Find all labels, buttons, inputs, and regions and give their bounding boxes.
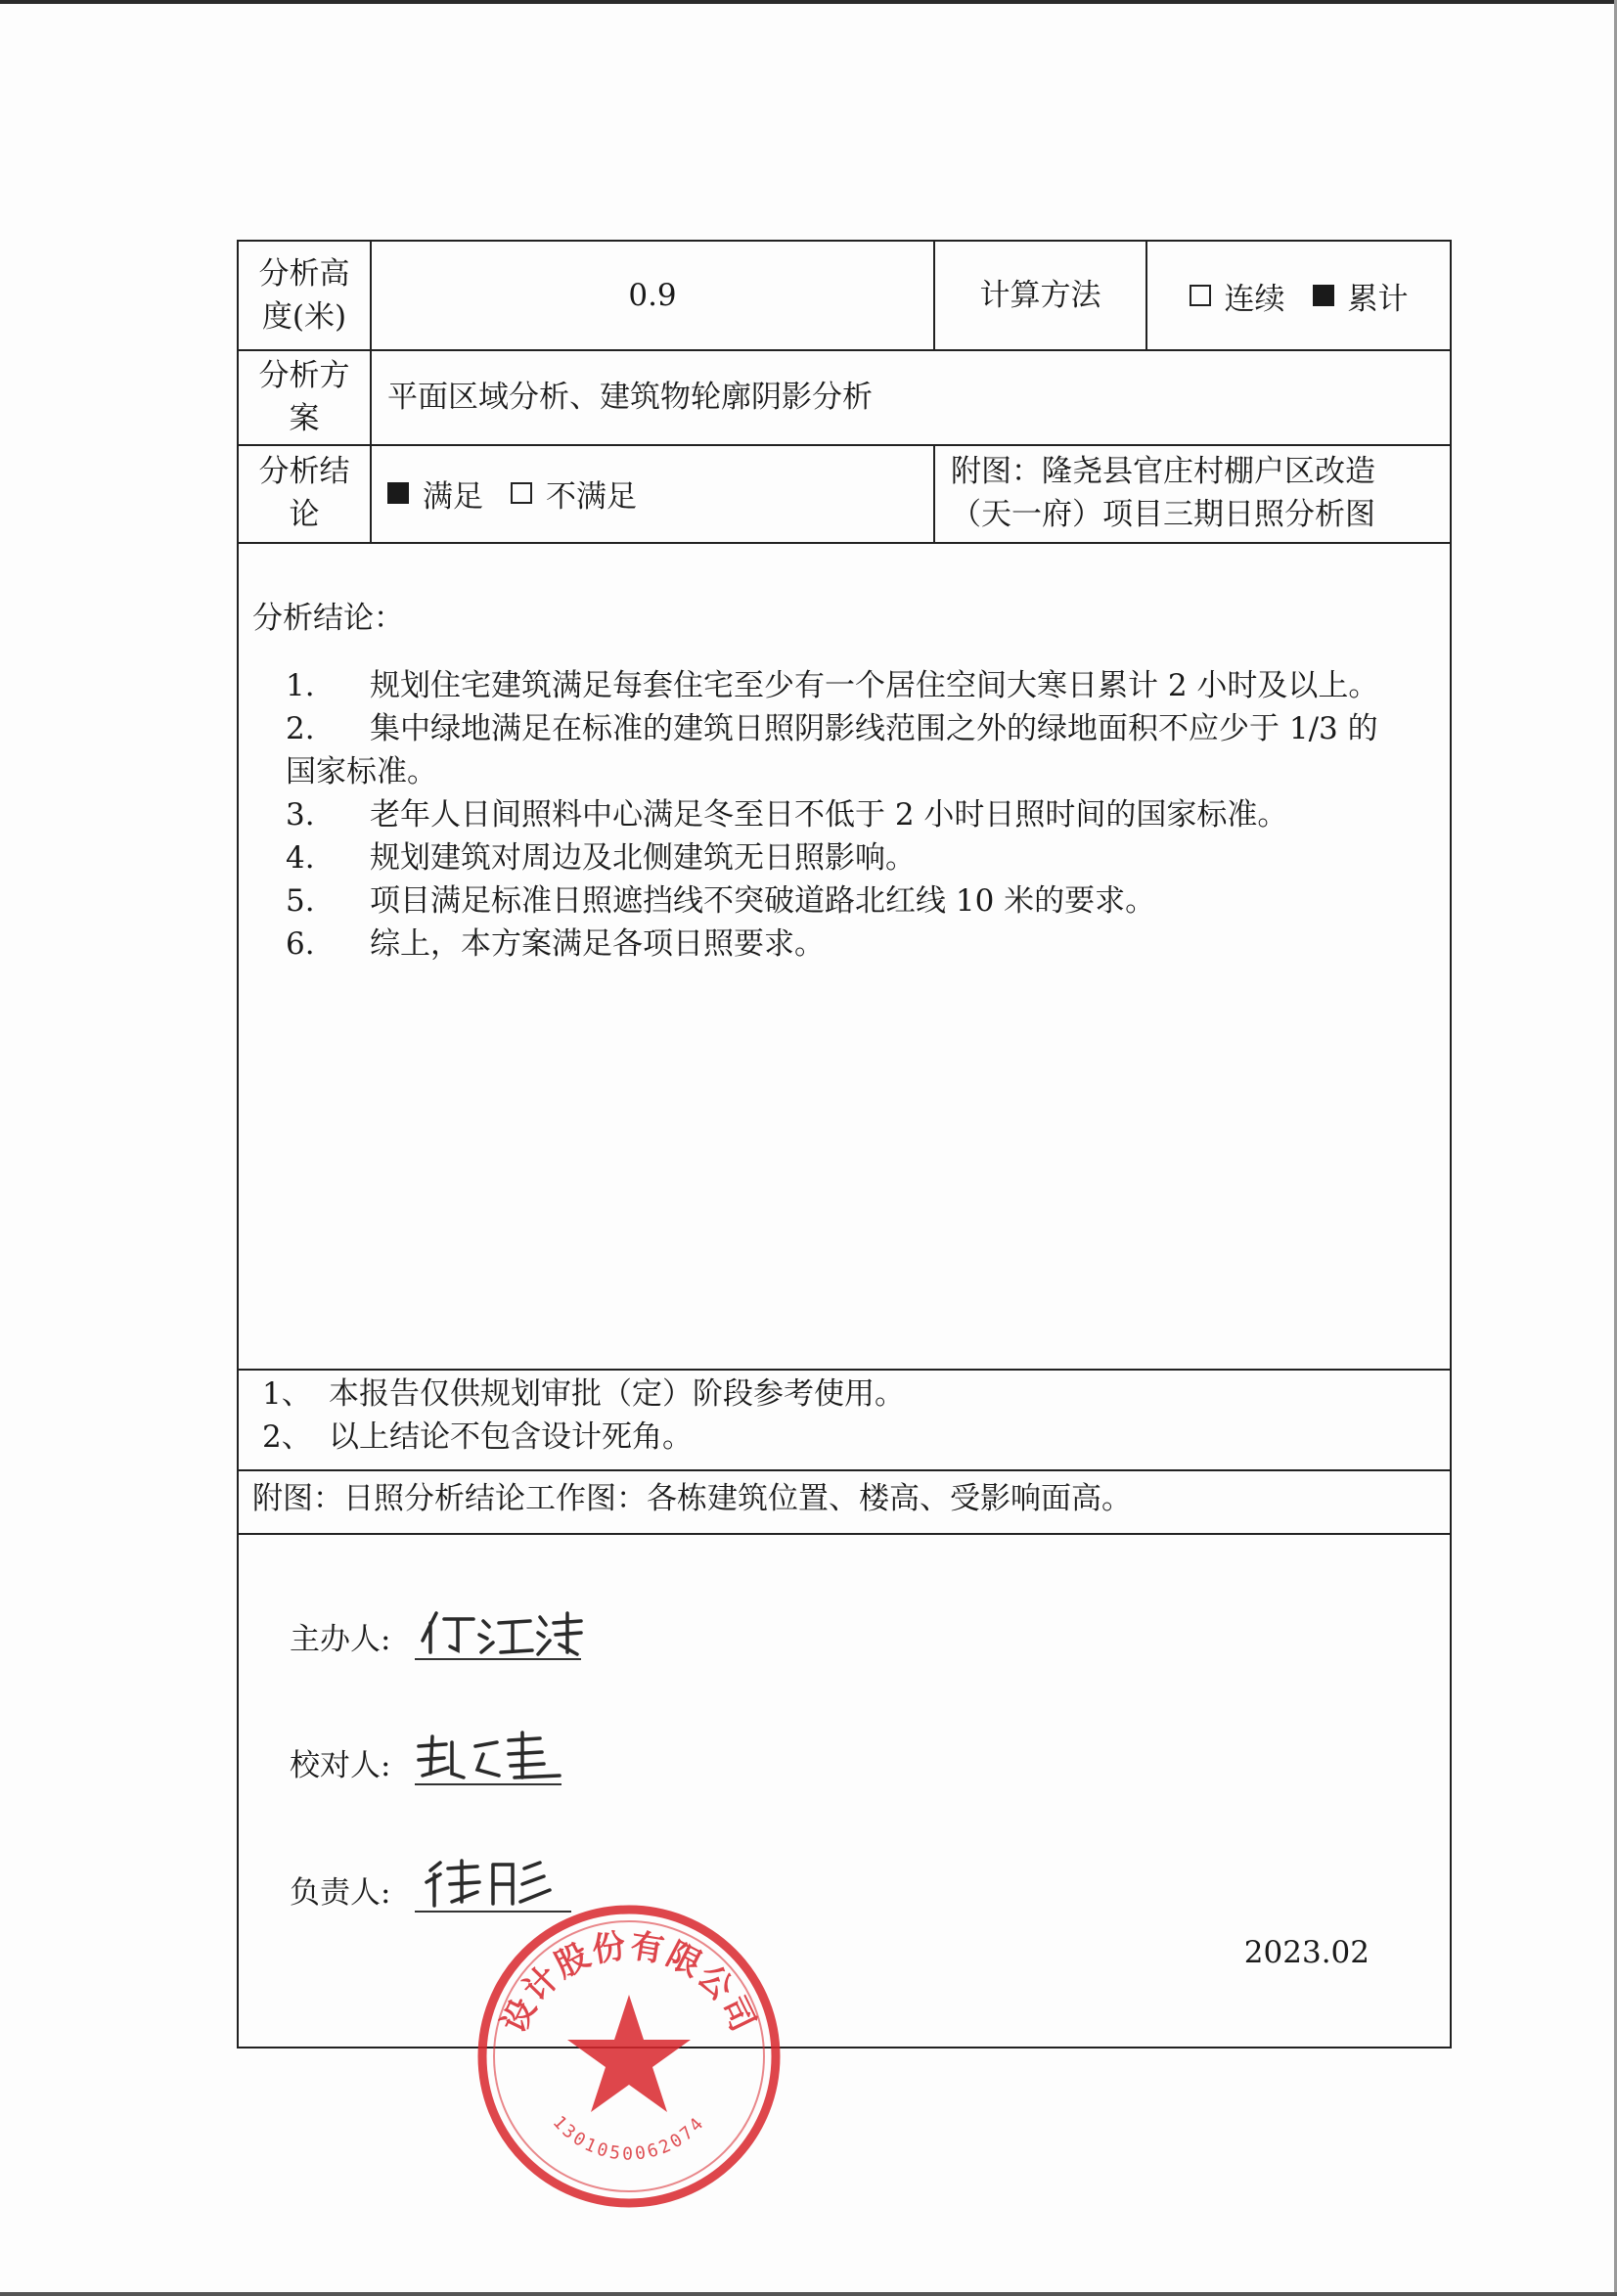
- list-item: [286, 664, 1411, 707]
- result-options-cell: [372, 444, 935, 542]
- item-text-continued: 国家标准。: [286, 754, 437, 789]
- item-text: 集中绿地满足在标准的建筑日照阴影线范围之外的绿地面积不应少于 1/3 的: [370, 711, 1378, 746]
- item-number: 2.: [286, 711, 315, 746]
- attachment-note-section: [239, 1469, 1450, 1535]
- svg-text:1301050062074: 1301050062074: [548, 2112, 710, 2165]
- method-option-cumulative[interactable]: [1313, 274, 1409, 318]
- checker-label: 校对人:: [290, 1748, 391, 1783]
- notes-section: [239, 1369, 1450, 1471]
- list-item: [286, 793, 1411, 836]
- result-label: 分析结论: [258, 454, 350, 532]
- result-label-cell: [239, 444, 372, 542]
- conclusion-list: [286, 664, 1411, 966]
- host-label: 主办人:: [290, 1622, 391, 1657]
- item-number: 4.: [286, 840, 315, 876]
- scheme-value: 平面区域分析、建筑物轮廓阴影分析: [387, 379, 873, 415]
- height-label: 分析高度(米): [258, 256, 350, 335]
- method-option-continuous[interactable]: [1190, 274, 1285, 318]
- method-label: 计算方法: [979, 278, 1101, 313]
- checkbox-filled-icon: [1313, 285, 1334, 306]
- list-item: [286, 879, 1411, 923]
- list-item: [286, 923, 1411, 966]
- result-option-not-satisfied[interactable]: [511, 472, 637, 516]
- notes-list: [262, 1373, 905, 1459]
- height-value: 0.9: [628, 278, 677, 313]
- height-label-cell: [239, 242, 372, 349]
- page-top-edge: [0, 0, 1617, 4]
- scheme-label-cell: [239, 349, 372, 444]
- result-option-satisfied[interactable]: [387, 472, 483, 516]
- host-signature: [415, 1601, 591, 1660]
- seal-star-icon: [567, 1995, 691, 2112]
- item-text: 规划住宅建筑满足每套住宅至少有一个居住空间大寒日累计 2 小时及以上。: [370, 668, 1379, 703]
- row-scheme: [239, 349, 1450, 446]
- attachment-line-1: 附图：隆尧县官庄村棚户区改造: [951, 454, 1375, 489]
- result-option-label: 不满足: [546, 478, 637, 515]
- item-number: 5.: [286, 883, 315, 919]
- item-text-wrap: [286, 707, 1411, 793]
- attachment-note: 附图：日照分析结论工作图：各栋建筑位置、楼高、受影响面高。: [252, 1481, 1132, 1516]
- item-text: 老年人日间照料中心满足冬至日不低于 2 小时日照时间的国家标准。: [370, 797, 1288, 833]
- list-item: [262, 1416, 905, 1459]
- checkbox-empty-icon: [1190, 285, 1211, 306]
- height-value-cell: [372, 242, 935, 349]
- page-bottom-edge: [0, 2292, 1617, 2296]
- method-option-label: 连续: [1224, 281, 1285, 317]
- item-number: 6.: [286, 926, 315, 962]
- method-options-cell: [1147, 242, 1450, 349]
- conclusion-section: [239, 542, 1450, 1371]
- item-number: 3.: [286, 797, 315, 833]
- checkbox-empty-icon: [511, 482, 532, 504]
- report-date: 2023.02: [1243, 1935, 1370, 1970]
- list-item: [262, 1373, 905, 1416]
- row-height-method: [239, 242, 1450, 351]
- method-label-cell: [935, 242, 1147, 349]
- list-item: [286, 707, 1411, 793]
- method-option-label: 累计: [1347, 281, 1409, 317]
- checker-signature: [413, 1725, 569, 1787]
- item-text: 综上，本方案满足各项日照要求。: [370, 926, 825, 962]
- item-text: 规划建筑对周边及北侧建筑无日照影响。: [370, 840, 916, 876]
- list-item: [286, 836, 1411, 879]
- attachment-line-2: （天一府）项目三期日照分析图: [951, 497, 1375, 532]
- company-seal: [470, 1897, 788, 2216]
- note-text: 本报告仅供规划审批（定）阶段参考使用。: [329, 1376, 905, 1412]
- analysis-form: [237, 240, 1452, 2165]
- scheme-label: 分析方案: [258, 357, 350, 436]
- result-option-label: 满足: [423, 478, 483, 515]
- note-number: 1、: [262, 1376, 312, 1412]
- scheme-value-cell: [372, 349, 1450, 444]
- conclusion-title: 分析结论：: [252, 601, 404, 636]
- attachment-cell: [935, 444, 1450, 542]
- item-text: 项目满足标准日照遮挡线不突破道路北红线 10 米的要求。: [370, 883, 1156, 919]
- row-result: [239, 444, 1450, 544]
- checkbox-filled-icon: [387, 482, 409, 504]
- note-number: 2、: [262, 1419, 312, 1455]
- signature-section: [239, 1533, 1450, 2165]
- owner-label: 负责人:: [290, 1875, 391, 1911]
- note-text: 以上结论不包含设计死角。: [329, 1419, 693, 1455]
- item-number: 1.: [286, 668, 315, 703]
- svg-text:设计股份有限公司: 设计股份有限公司: [494, 1925, 764, 2040]
